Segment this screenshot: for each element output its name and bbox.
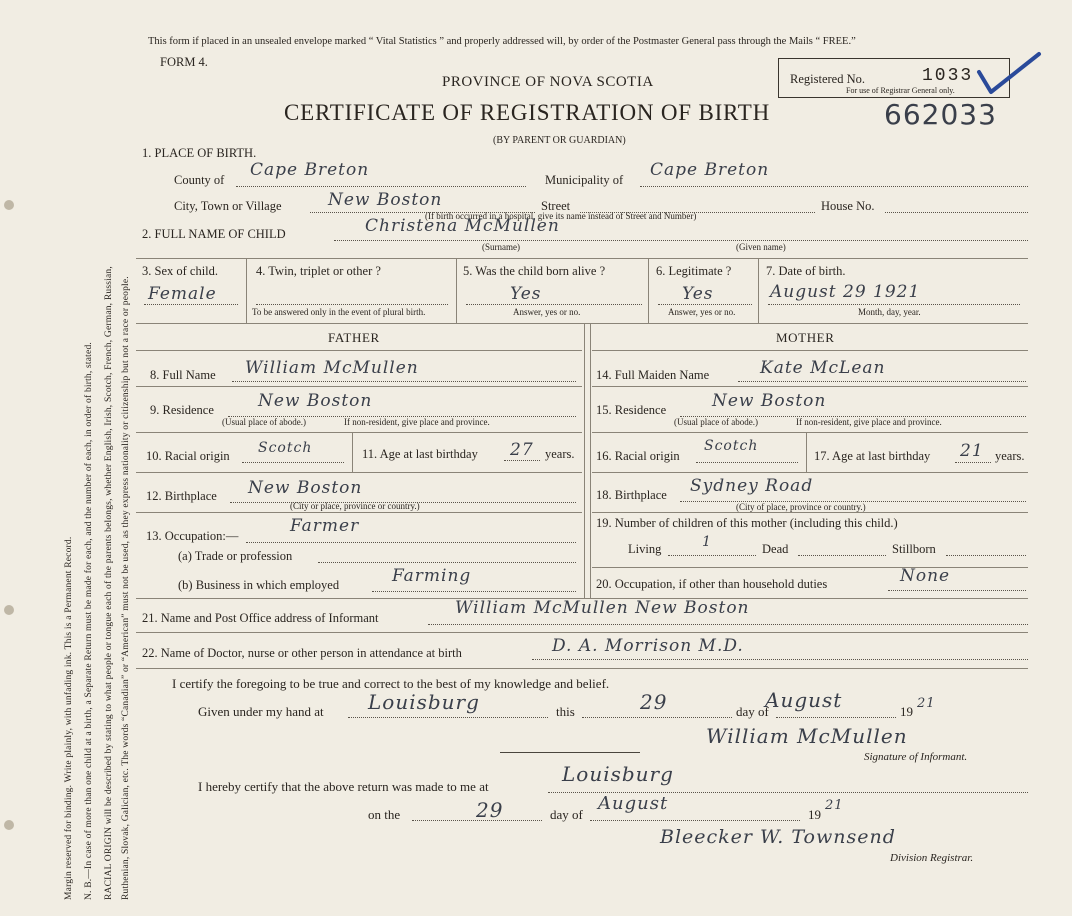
- mother-age-label: 17. Age at last birthday: [814, 449, 931, 463]
- date-of-birth-label: 7. Date of birth.: [766, 264, 846, 278]
- father-abode-note: (Usual place of abode.): [222, 417, 306, 427]
- doctor-value: D. A. Morrison M.D.: [552, 636, 744, 656]
- father-racial-value: Scotch: [258, 440, 313, 456]
- street-label: Street: [541, 199, 571, 213]
- mother-heading: MOTHER: [776, 330, 835, 345]
- father-racial-label: 10. Racial origin: [146, 449, 230, 463]
- twin-label: 4. Twin, triplet or other ?: [256, 264, 381, 278]
- registrar-signature: Bleecker W. Townsend: [660, 826, 896, 848]
- margin-text-1: Margin reserved for binding. Write plainly, with unfading ink. This is a Permanent Record.: [64, 536, 74, 900]
- day-value: 29: [640, 690, 668, 714]
- mother-occupation-label: 20. Occupation, if other than household duties: [596, 577, 828, 591]
- living-value: 1: [702, 534, 712, 550]
- sex-value: Female: [148, 284, 217, 304]
- informant-signature: William McMullen: [706, 724, 908, 748]
- father-occupation-value: Farmer: [290, 516, 360, 536]
- dead-label: Dead: [762, 542, 789, 556]
- children-label: 19. Number of children of this mother (including this child.): [596, 516, 898, 530]
- father-birthplace-note: (City or place, province or country.): [290, 501, 420, 511]
- mother-years-label: years.: [995, 449, 1025, 463]
- county-label: County of: [174, 173, 225, 187]
- registrar-note: For use of Registrar General only.: [846, 86, 955, 95]
- business-label: (b) Business in which employed: [178, 578, 340, 592]
- father-heading: FATHER: [328, 330, 380, 345]
- certificate-title: CERTIFICATE OF REGISTRATION OF BIRTH: [284, 100, 771, 125]
- father-residence-label: 9. Residence: [150, 403, 214, 417]
- father-name-value: William McMullen: [245, 358, 419, 378]
- twin-note: To be answered only in the event of plural birth.: [252, 307, 426, 317]
- house-label: House No.: [821, 199, 875, 213]
- mother-occupation-value: None: [900, 566, 951, 586]
- alive-label: 5. Was the child born alive ?: [463, 264, 606, 278]
- hereby-place-value: Louisburg: [562, 762, 674, 786]
- year2-suffix: 21: [825, 798, 844, 813]
- year-prefix: 19: [900, 704, 913, 719]
- date-of-birth-value: August 29 1921: [770, 282, 921, 302]
- living-label: Living: [628, 542, 662, 556]
- form-number: FORM 4.: [160, 55, 208, 69]
- alive-note: Answer, yes or no.: [513, 307, 581, 317]
- surname-note: (Surname): [482, 242, 520, 252]
- stillborn-label: Stillborn: [892, 542, 936, 556]
- city-value: New Boston: [328, 190, 443, 210]
- province-heading: PROVINCE OF NOVA SCOTIA: [442, 74, 654, 90]
- county-value: Cape Breton: [250, 160, 370, 180]
- mother-residence-value: New Boston: [712, 391, 827, 411]
- mother-birthplace-label: 18. Birthplace: [596, 488, 667, 502]
- father-age-value: 27: [510, 440, 534, 460]
- hereby-label: I hereby certify that the above return was made to me at: [198, 779, 489, 794]
- doctor-label: 22. Name of Doctor, nurse or other person in attendance at birth: [142, 646, 462, 660]
- year-suffix: 21: [917, 696, 936, 711]
- certificate-subtitle: (BY PARENT OR GUARDIAN): [493, 135, 626, 146]
- mother-name-value: Kate McLean: [760, 358, 886, 378]
- hospital-note: (If birth occurred in a hospital, give its name instead of Street and Number): [425, 211, 697, 221]
- father-age-label: 11. Age at last birthday: [362, 447, 478, 461]
- city-label: City, Town or Village: [174, 199, 282, 213]
- informant-value: William McMullen New Boston: [455, 598, 750, 618]
- legitimate-label: 6. Legitimate ?: [656, 264, 732, 278]
- given-place-value: Louisburg: [368, 690, 480, 714]
- father-residence-value: New Boston: [258, 391, 373, 411]
- municipality-label: Municipality of: [545, 173, 624, 187]
- day-of-label: day of: [736, 704, 769, 719]
- informant-label: 21. Name and Post Office address of Informant: [142, 611, 379, 625]
- father-nonresident-note: If non-resident, give place and province.: [344, 417, 490, 427]
- signature-label: Signature of Informant.: [864, 751, 968, 763]
- mother-birthplace-note: (City of place, province or country.): [736, 502, 866, 512]
- mother-nonresident-note: If non-resident, give place and province.: [796, 417, 942, 427]
- day-of2-label: day of: [550, 807, 583, 822]
- check-mark-icon: [975, 50, 1045, 98]
- child-name-label: 2. FULL NAME OF CHILD: [142, 227, 286, 241]
- handwritten-number: 662033: [884, 98, 997, 131]
- father-name-label: 8. Full Name: [150, 368, 216, 382]
- day2-value: 29: [476, 798, 504, 822]
- registered-label: Registered No.: [790, 72, 865, 86]
- father-years-label: years.: [545, 447, 575, 461]
- given-under-label: Given under my hand at: [198, 704, 324, 719]
- trade-label: (a) Trade or profession: [178, 549, 293, 563]
- this-label: this: [556, 704, 575, 719]
- mail-notice: This form if placed in an unsealed envelope marked “ Vital Statistics ” and properly addressed will, by order of the Postmaster General pass through the Mails “ FREE.”: [148, 36, 856, 47]
- alive-value: Yes: [510, 284, 542, 304]
- mother-abode-note: (Usual place of abode.): [674, 417, 758, 427]
- certify-text: I certify the foregoing to be true and correct to the best of my knowledge and belief.: [172, 676, 610, 691]
- given-name-note: (Given name): [736, 242, 786, 252]
- mother-age-value: 21: [960, 441, 984, 461]
- legitimate-note: Answer, yes or no.: [668, 307, 736, 317]
- municipality-value: Cape Breton: [650, 160, 770, 180]
- binding-hole: [4, 820, 14, 830]
- father-occupation-label: 13. Occupation:—: [146, 529, 239, 543]
- place-of-birth-label: 1. PLACE OF BIRTH.: [142, 146, 257, 160]
- father-birthplace-label: 12. Birthplace: [146, 489, 217, 503]
- binding-hole: [4, 605, 14, 615]
- mother-residence-label: 15. Residence: [596, 403, 667, 417]
- year2-prefix: 19: [808, 807, 821, 822]
- month-value: August: [765, 688, 843, 712]
- child-name-value: Christena McMullen: [365, 216, 560, 236]
- business-value: Farming: [392, 566, 472, 586]
- month2-value: August: [598, 793, 669, 814]
- binding-hole: [4, 200, 14, 210]
- mother-birthplace-value: Sydney Road: [690, 476, 814, 496]
- registrar-label: Division Registrar.: [890, 852, 974, 864]
- registered-number: 1033: [922, 66, 974, 86]
- mother-racial-label: 16. Racial origin: [596, 449, 680, 463]
- father-birthplace-value: New Boston: [248, 478, 363, 498]
- sex-label: 3. Sex of child.: [142, 264, 219, 278]
- margin-text-2: N. B.—In case of more than one child at a birth, a Separate Return must be made for each, and the number of each, in order of birth, stated.: [84, 342, 94, 900]
- margin-text-4: Ruthenian, Slovak, Galician, etc. The words “Canadian” or “American” must not be used, as they express nationality or citizenship but not a race or people.: [121, 276, 131, 900]
- mother-racial-value: Scotch: [704, 438, 759, 454]
- date-note: Month, day, year.: [858, 307, 921, 317]
- on-the-label: on the: [368, 807, 401, 822]
- mother-name-label: 14. Full Maiden Name: [596, 368, 710, 382]
- legitimate-value: Yes: [682, 284, 714, 304]
- margin-text-3: RACIAL ORIGIN will be described by stating to what people or tongue each of the parents belongs, whether English, Irish, Scotch, French, German, Russian,: [104, 266, 114, 900]
